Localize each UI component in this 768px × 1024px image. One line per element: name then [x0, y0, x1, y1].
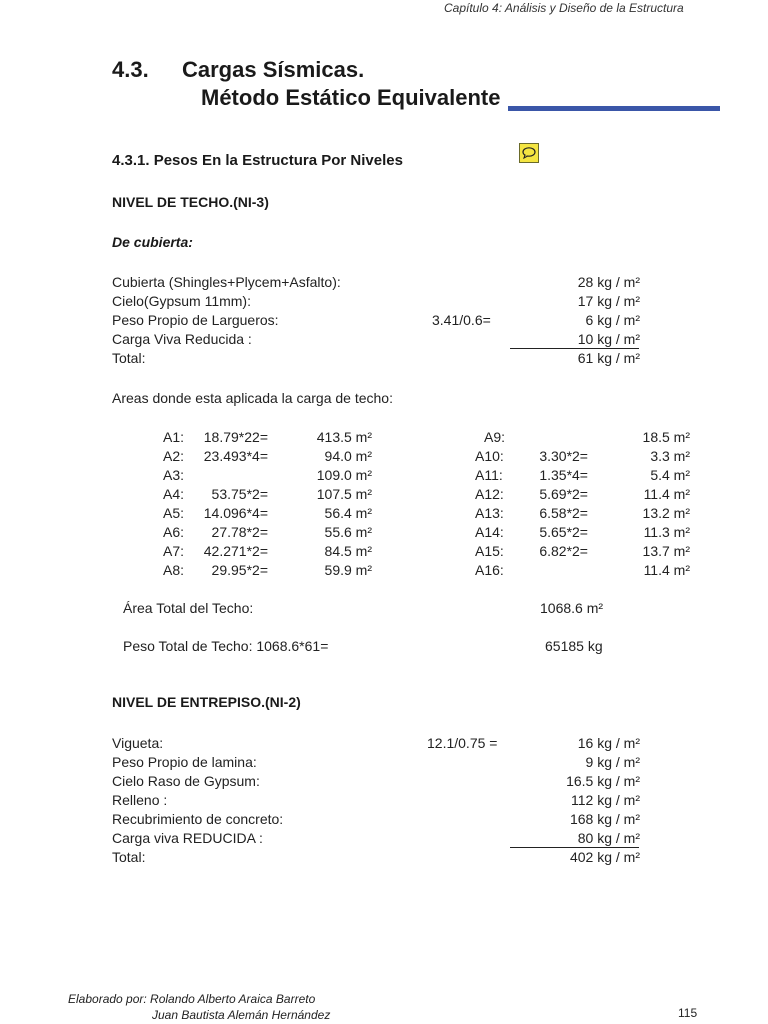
area-expr: 1.35*4=	[539, 467, 588, 483]
load-label: Total:	[112, 849, 146, 865]
load-label: Peso Propio de Largueros:	[112, 312, 279, 328]
area-id: A15:	[475, 543, 504, 559]
area-id: A8:	[163, 562, 185, 578]
load-label: Cielo(Gypsum 11mm):	[112, 293, 251, 309]
section-number: 4.3.	[112, 57, 149, 82]
area-value: 94.0 m²	[324, 448, 372, 464]
load-value: 6 kg / m²	[585, 312, 640, 328]
area-value: 413.5 m²	[316, 429, 372, 445]
area-id: A14:	[475, 524, 504, 540]
area-id: A7:	[163, 543, 185, 559]
area-expr: 29.95*2=	[211, 562, 268, 578]
techo-heading: NIVEL DE TECHO.(NI-3)	[112, 194, 269, 210]
area-id: A4:	[163, 486, 185, 502]
area-expr: 53.75*2=	[211, 486, 268, 502]
load-label: Cielo Raso de Gypsum:	[112, 773, 260, 789]
area-value: 11.4 m²	[643, 562, 690, 578]
area-value: 13.7 m²	[642, 543, 690, 559]
load-value: 112 kg / m²	[571, 792, 640, 808]
load-calc: 12.1/0.75 =	[427, 735, 498, 751]
load-value: 80 kg / m²	[577, 830, 640, 846]
area-id: A2:	[163, 448, 185, 464]
load-label: Carga Viva Reducida :	[112, 331, 252, 347]
area-expr: 18.79*22=	[203, 429, 268, 445]
comment-note-icon[interactable]	[519, 143, 539, 163]
peso-total-value: 65185 kg	[545, 638, 603, 654]
area-expr: 6.82*2=	[539, 543, 588, 559]
area-id: A1:	[163, 429, 185, 445]
area-total-label: Área Total del Techo:	[123, 600, 254, 616]
area-id: A11:	[475, 467, 503, 483]
area-expr: 6.58*2=	[539, 505, 588, 521]
load-value: 10 kg / m²	[577, 331, 640, 347]
area-expr: 42.271*2=	[203, 543, 268, 559]
area-value: 18.5 m²	[642, 429, 690, 445]
load-value: 16.5 kg / m²	[566, 773, 640, 789]
load-label: Cubierta (Shingles+Plycem+Asfalto):	[112, 274, 341, 290]
page-number: 115	[678, 1006, 698, 1020]
area-value: 13.2 m²	[642, 505, 690, 521]
section-title-line1: Cargas Sísmicas.	[182, 57, 365, 82]
load-label: Peso Propio de lamina:	[112, 754, 257, 770]
area-id: A5:	[163, 505, 185, 521]
area-value: 59.9 m²	[324, 562, 372, 578]
area-id: A13:	[475, 505, 504, 521]
area-value: 56.4 m²	[324, 505, 372, 521]
load-value: 16 kg / m²	[577, 735, 640, 751]
area-value: 3.3 m²	[650, 448, 690, 464]
area-expr: 14.096*4=	[203, 505, 268, 521]
section-title-line2: Método Estático Equivalente	[201, 85, 501, 110]
footer-author-1: Elaborado por: Rolando Alberto Araica Barreto	[68, 992, 316, 1006]
areas-intro: Areas donde esta aplicada la carga de techo:	[112, 390, 393, 406]
load-total-value: 61 kg / m²	[577, 350, 640, 366]
load-value: 168 kg / m²	[569, 811, 640, 827]
techo-subheading: De cubierta:	[112, 234, 193, 250]
area-value: 5.4 m²	[650, 467, 690, 483]
load-calc: 3.41/0.6=	[432, 312, 491, 328]
load-label: Total:	[112, 350, 146, 366]
footer-author-2: Juan Bautista Alemán Hernández	[152, 1008, 331, 1022]
title-underline-bar	[508, 106, 720, 111]
chapter-header: Capítulo 4: Análisis y Diseño de la Estructura	[444, 1, 684, 15]
area-value: 11.4 m²	[643, 486, 690, 502]
load-label: Recubrimiento de concreto:	[112, 811, 284, 827]
area-expr: 3.30*2=	[539, 448, 588, 464]
load-label: Relleno :	[112, 792, 168, 808]
sum-line	[510, 348, 639, 349]
load-label: Carga viva REDUCIDA :	[112, 830, 263, 846]
area-value: 55.6 m²	[324, 524, 372, 540]
load-label: Vigueta:	[112, 735, 164, 751]
load-total-value: 402 kg / m²	[569, 849, 640, 865]
load-value: 9 kg / m²	[585, 754, 640, 770]
area-value: 11.3 m²	[643, 524, 690, 540]
sum-line	[510, 847, 639, 848]
peso-total-label: Peso Total de Techo: 1068.6*61=	[123, 638, 329, 654]
area-id: A10:	[475, 448, 504, 464]
area-value: 109.0 m²	[316, 467, 372, 483]
area-expr: 27.78*2=	[211, 524, 268, 540]
load-value: 28 kg / m²	[577, 274, 640, 290]
area-value: 84.5 m²	[324, 543, 372, 559]
area-id: A9:	[484, 429, 506, 445]
area-id: A6:	[163, 524, 185, 540]
area-total-value: 1068.6 m²	[540, 600, 604, 616]
load-value: 17 kg / m²	[577, 293, 640, 309]
area-id: A12:	[475, 486, 504, 502]
area-expr: 5.65*2=	[539, 524, 588, 540]
entrepiso-heading: NIVEL DE ENTREPISO.(NI-2)	[112, 694, 301, 710]
area-expr: 23.493*4=	[203, 448, 268, 464]
area-value: 107.5 m²	[316, 486, 372, 502]
area-expr: 5.69*2=	[539, 486, 588, 502]
subsection-title: 4.3.1. Pesos En la Estructura Por Niveles	[112, 152, 403, 169]
area-id: A3:	[163, 467, 185, 483]
area-id: A16:	[475, 562, 504, 578]
